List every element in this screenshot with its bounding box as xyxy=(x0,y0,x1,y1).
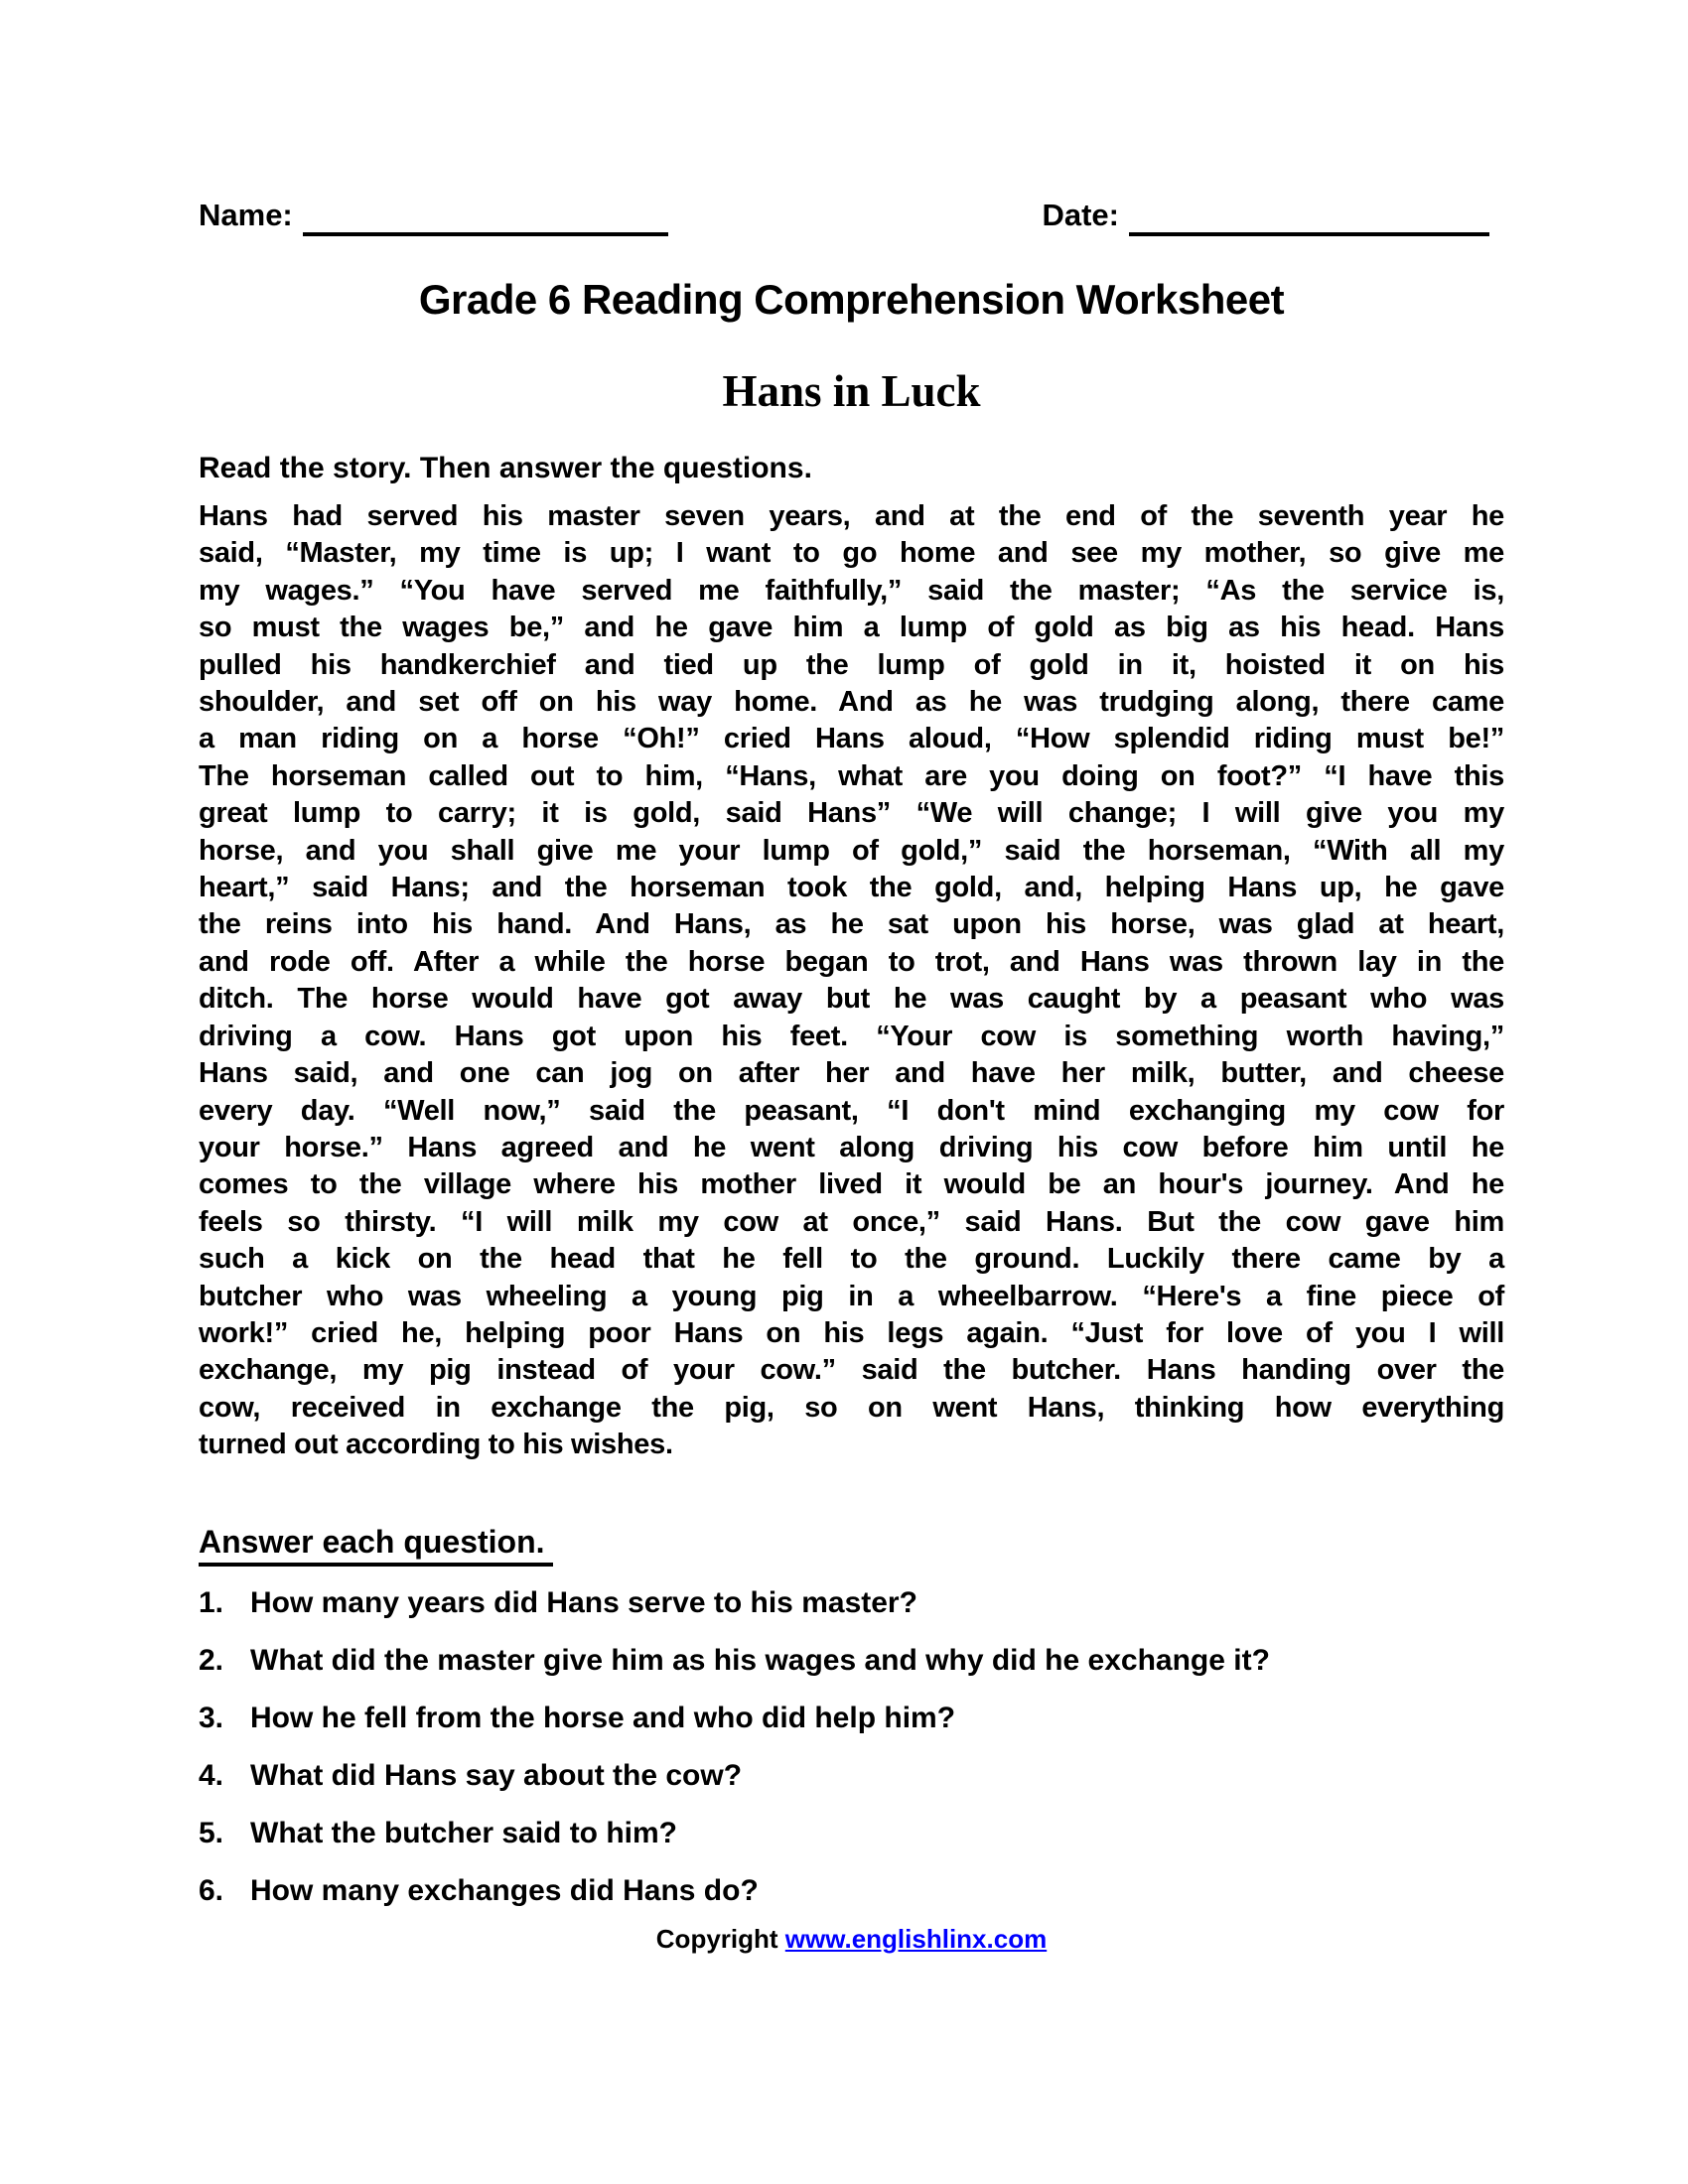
name-field-group xyxy=(199,198,668,236)
questions-list xyxy=(199,1584,1519,1930)
question-text: How many exchanges did Hans do? xyxy=(250,1874,759,1907)
question-item xyxy=(199,1700,1519,1736)
date-blank-line[interactable] xyxy=(1129,232,1489,236)
question-number: 1. xyxy=(199,1586,224,1619)
story-line: driving a cow. Hans got upon his feet. “Your cow is something worth having,” xyxy=(199,1020,1504,1052)
question-number: 5. xyxy=(199,1817,224,1849)
story-line: my wages.” “You have served me faithfully,” said the master; “As the service is, xyxy=(199,574,1504,607)
story-line: Hans said, and one can jog on after her and have her milk, butter, and cheese xyxy=(199,1057,1504,1090)
name-date-row xyxy=(199,198,1489,236)
name-label: Name: xyxy=(199,198,293,232)
name-blank-line[interactable] xyxy=(303,232,668,236)
question-text: How he fell from the horse and who did help him? xyxy=(250,1702,956,1734)
story-line: every day. “Well now,” said the peasant, “I don't mind exchanging my cow for xyxy=(199,1094,1504,1127)
story-line: horse, and you shall give me your lump of gold,” said the horseman, “With all my xyxy=(199,834,1504,867)
story-line: the reins into his hand. And Hans, as he sat upon his horse, was glad at heart, xyxy=(199,908,1504,941)
copyright-link[interactable]: www.englishlinx.com xyxy=(784,1924,1048,1954)
story-line: ditch. The horse would have got away but he was caught by a peasant who was xyxy=(199,983,1504,1016)
story-line: your horse.” Hans agreed and he went along driving his cow before him until he xyxy=(199,1131,1504,1163)
story-line: work!” cried he, helping poor Hans on his legs again. “Just for love of you I will xyxy=(199,1316,1504,1349)
story-line: pulled his handkerchief and tied up the lump of gold in it, hoisted it on his xyxy=(199,648,1504,681)
instructions-text: Read the story. Then answer the questions. xyxy=(199,452,812,484)
story-title: Hans in Luck xyxy=(722,366,981,416)
story-line: shoulder, and set off on his way home. And as he was trudging along, there came xyxy=(199,686,1504,719)
answer-each-question-heading: Answer each question. xyxy=(199,1524,553,1561)
worksheet-heading: Grade 6 Reading Comprehension Worksheet xyxy=(418,276,1285,323)
question-number: 2. xyxy=(199,1644,224,1677)
story-line: so must the wages be,” and he gave him a lump of gold as big as his head. Hans xyxy=(199,612,1504,644)
question-text: What did Hans say about the cow? xyxy=(250,1759,743,1792)
story-line: exchange, my pig instead of your cow.” said the butcher. Hans handing over the xyxy=(199,1354,1504,1387)
date-label: Date: xyxy=(1042,198,1119,232)
story-line: butcher who was wheeling a young pig in a wheelbarrow. “Here's a fine piece of xyxy=(199,1280,1504,1312)
story-line: turned out according to his wishes. xyxy=(199,1429,673,1461)
story-line: feels so thirsty. “I will milk my cow at once,” said Hans. But the cow gave him xyxy=(199,1205,1504,1238)
story-line: cow, received in exchange the pig, so on went Hans, thinking how everything xyxy=(199,1391,1504,1424)
date-field-group xyxy=(1042,198,1489,236)
question-item xyxy=(199,1872,1519,1909)
question-text: What did the master give him as his wages and why did he exchange it? xyxy=(250,1644,1270,1677)
question-number: 3. xyxy=(199,1702,224,1734)
story-line: Hans had served his master seven years, and at the end of the seventh year he xyxy=(199,500,1504,532)
copyright-text xyxy=(199,1924,1504,1955)
story-line: The horseman called out to him, “Hans, what are you doing on foot?” “I have this xyxy=(199,759,1504,792)
story-line: a man riding on a horse “Oh!” cried Hans aloud, “How splendid riding must be!” xyxy=(199,723,1504,755)
question-text: How many years did Hans serve to his master? xyxy=(250,1586,917,1619)
question-text: What the butcher said to him? xyxy=(250,1817,678,1849)
question-number: 4. xyxy=(199,1759,224,1792)
question-number: 6. xyxy=(199,1874,224,1907)
story-line: heart,” said Hans; and the horseman took the gold, and, helping Hans up, he gave xyxy=(199,872,1504,904)
story-line: said, “Master, my time is up; I want to go home and see my mother, so give me xyxy=(199,537,1504,570)
story-line: and rode off. After a while the horse began to trot, and Hans was thrown lay in the xyxy=(199,945,1504,978)
copyright-prefix: Copyright xyxy=(655,1924,785,1954)
question-item xyxy=(199,1642,1519,1679)
question-item xyxy=(199,1815,1519,1851)
story-paragraph xyxy=(199,498,1504,1464)
story-line: comes to the village where his mother lived it would be an hour's journey. And he xyxy=(199,1168,1504,1201)
story-line: such a kick on the head that he fell to the ground. Luckily there came by a xyxy=(199,1243,1504,1276)
story-line: great lump to carry; it is gold, said Hans” “We will change; I will give you my xyxy=(199,797,1504,830)
question-item xyxy=(199,1757,1519,1794)
question-item xyxy=(199,1584,1519,1621)
